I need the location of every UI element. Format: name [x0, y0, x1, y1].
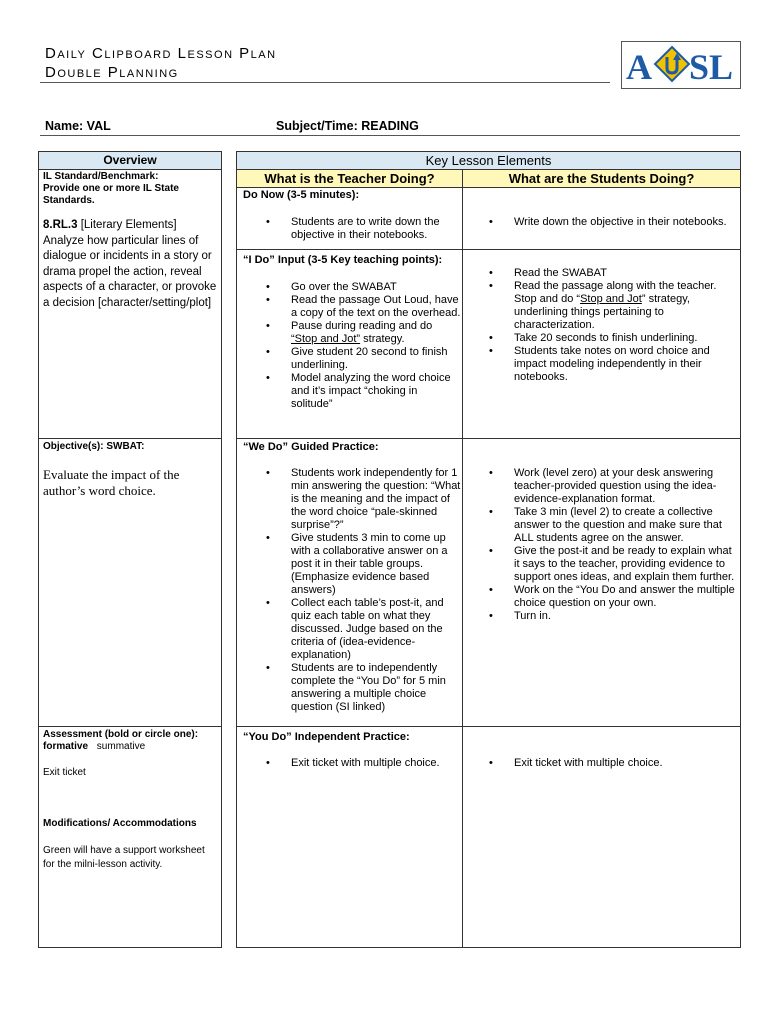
you-do-students-list	[466, 757, 738, 770]
logo-sign-icon	[655, 47, 689, 81]
list-item	[514, 280, 738, 332]
assessment-formative: formative	[43, 741, 89, 752]
text-span: strategy.	[360, 333, 405, 345]
column-divider	[462, 169, 463, 948]
subject-time-field: Subject/Time: READING	[276, 119, 419, 133]
divider	[236, 249, 741, 250]
standard-subtitle: Provide one or more IL State Standards.	[43, 183, 179, 206]
list-item: • Collect each table’s post-it, and quiz each table on what they discussed. Judge based on the criteria of (idea-evidence-explanation)	[291, 597, 461, 662]
divider	[236, 726, 741, 727]
teacher-column-header: What is the Teacher Doing?	[237, 170, 462, 187]
objective-title: Objective(s): SWBAT:	[43, 441, 145, 452]
do-now-teacher-cell	[243, 189, 461, 242]
title-divider	[40, 82, 610, 83]
i-do-title: “I Do” Input (3-5 Key teaching points):	[243, 254, 443, 266]
text-span: Pause during reading and do	[291, 320, 433, 332]
list-item: • Take 20 seconds to finish underlining.	[514, 332, 738, 345]
i-do-teacher-cell	[243, 254, 461, 411]
standard-title: IL Standard/Benchmark:	[43, 171, 159, 182]
name-divider	[40, 135, 740, 136]
standard-tag: [Literary Elements]	[77, 219, 177, 231]
do-now-students-list	[466, 216, 738, 229]
overview-header: Overview	[39, 152, 221, 169]
title-line-1: Daily Clipboard Lesson Plan	[45, 45, 277, 62]
objective-text: Evaluate the impact of the author’s word choice.	[43, 467, 180, 498]
standard-description: Analyze how particular lines of dialogue or incidents in a story or drama propel the action, reveal aspects of a character, or provoke a decision [character/setting/plot]	[43, 234, 217, 309]
you-do-students-cell	[466, 731, 738, 770]
list-item: • Students are to write down the objective in their notebooks.	[291, 216, 461, 242]
title-line-2: Double Planning	[45, 64, 179, 81]
divider	[236, 187, 741, 188]
logo-letter-a: A	[626, 47, 652, 87]
i-do-students-cell	[466, 254, 738, 384]
modifications-text: Green will have a support worksheet for the milni-lesson activity.	[43, 845, 205, 870]
divider	[38, 726, 222, 727]
list-item: • Write down the objective in their notebooks.	[514, 216, 738, 229]
standard-text-block	[43, 218, 219, 311]
document-title	[45, 44, 277, 82]
assessment-summative: summative	[96, 741, 146, 752]
we-do-title: “We Do” Guided Practice:	[243, 441, 379, 453]
underlined-text: Stop and Jot	[580, 293, 642, 305]
standard-cell	[43, 171, 219, 311]
we-do-students-list	[466, 467, 738, 623]
list-item: • Give students 3 min to come up with a collaborative answer on a post it in their table groups. (Emphasize evidence based answers)	[291, 532, 461, 597]
key-elements-header: Key Lesson Elements	[237, 152, 740, 169]
list-item: • Go over the SWABAT	[291, 281, 461, 294]
do-now-students-cell	[466, 189, 738, 229]
text-span: Read the passage along with the teacher. Stop and do “	[514, 280, 717, 305]
list-item	[291, 320, 461, 346]
do-now-teacher-list	[243, 216, 461, 242]
assessment-cell	[43, 729, 219, 872]
ausl-logo	[621, 41, 741, 89]
list-item: • Students take notes on word choice and impact modeling independently in their notebooks.	[514, 345, 738, 384]
modifications-title: Modifications/ Accommodations	[43, 818, 197, 829]
list-item: • Model analyzing the word choice and it’s impact “choking in solitude”	[291, 372, 461, 411]
we-do-students-cell	[466, 441, 738, 623]
list-item: • Students work independently for 1 min answering the question: “What is the meaning and the impact of the word choice “pale-skinned surprise”?”	[291, 467, 461, 532]
list-item: • Turn in.	[514, 610, 738, 623]
we-do-teacher-list	[243, 467, 461, 714]
underlined-text: “Stop and Jot”	[291, 333, 361, 345]
you-do-teacher-list	[243, 757, 461, 770]
i-do-teacher-list	[243, 281, 461, 411]
list-item: • Give the post-it and be ready to explain what it says to the teacher, providing evidence to support ones ideas, and explain them further.	[514, 545, 738, 584]
you-do-teacher-cell	[243, 731, 461, 770]
assessment-text: Exit ticket	[43, 767, 86, 778]
list-item: • Exit ticket with multiple choice.	[291, 757, 461, 770]
divider	[38, 438, 222, 439]
you-do-title: “You Do” Independent Practice:	[243, 731, 410, 743]
divider	[38, 169, 222, 170]
text-span: ” strategy, underlining things pertaining to characterization.	[514, 293, 690, 331]
standard-code: 8.RL.3	[43, 219, 78, 231]
divider	[236, 438, 741, 439]
list-item: • Students are to independently complete the “You Do” for 5 min answering a multiple choice question (SI linked)	[291, 662, 461, 714]
list-item: • Give student 20 second to finish underlining.	[291, 346, 461, 372]
list-item: • Read the passage Out Loud, have a copy of the text on the overhead.	[291, 294, 461, 320]
assessment-options	[43, 741, 219, 753]
i-do-students-list	[466, 267, 738, 384]
assessment-title: Assessment (bold or circle one):	[43, 729, 199, 740]
name-field: Name: VAL	[45, 119, 111, 133]
objective-cell	[43, 441, 219, 499]
we-do-teacher-cell	[243, 441, 461, 714]
list-item: • Exit ticket with multiple choice.	[514, 757, 738, 770]
list-item: • Work on the “You Do and answer the multiple choice question on your own.	[514, 584, 738, 610]
logo-letters-sl: SL	[689, 47, 734, 87]
list-item: • Work (level zero) at your desk answering teacher-provided question using the idea-evidence-explanation format.	[514, 467, 738, 506]
do-now-title: Do Now (3-5 minutes):	[243, 189, 360, 201]
list-item: • Read the SWABAT	[514, 267, 738, 280]
list-item: • Take 3 min (level 2) to create a collective answer to the question and make sure that ALL students agree on the answer.	[514, 506, 738, 545]
students-column-header: What are the Students Doing?	[463, 170, 740, 187]
